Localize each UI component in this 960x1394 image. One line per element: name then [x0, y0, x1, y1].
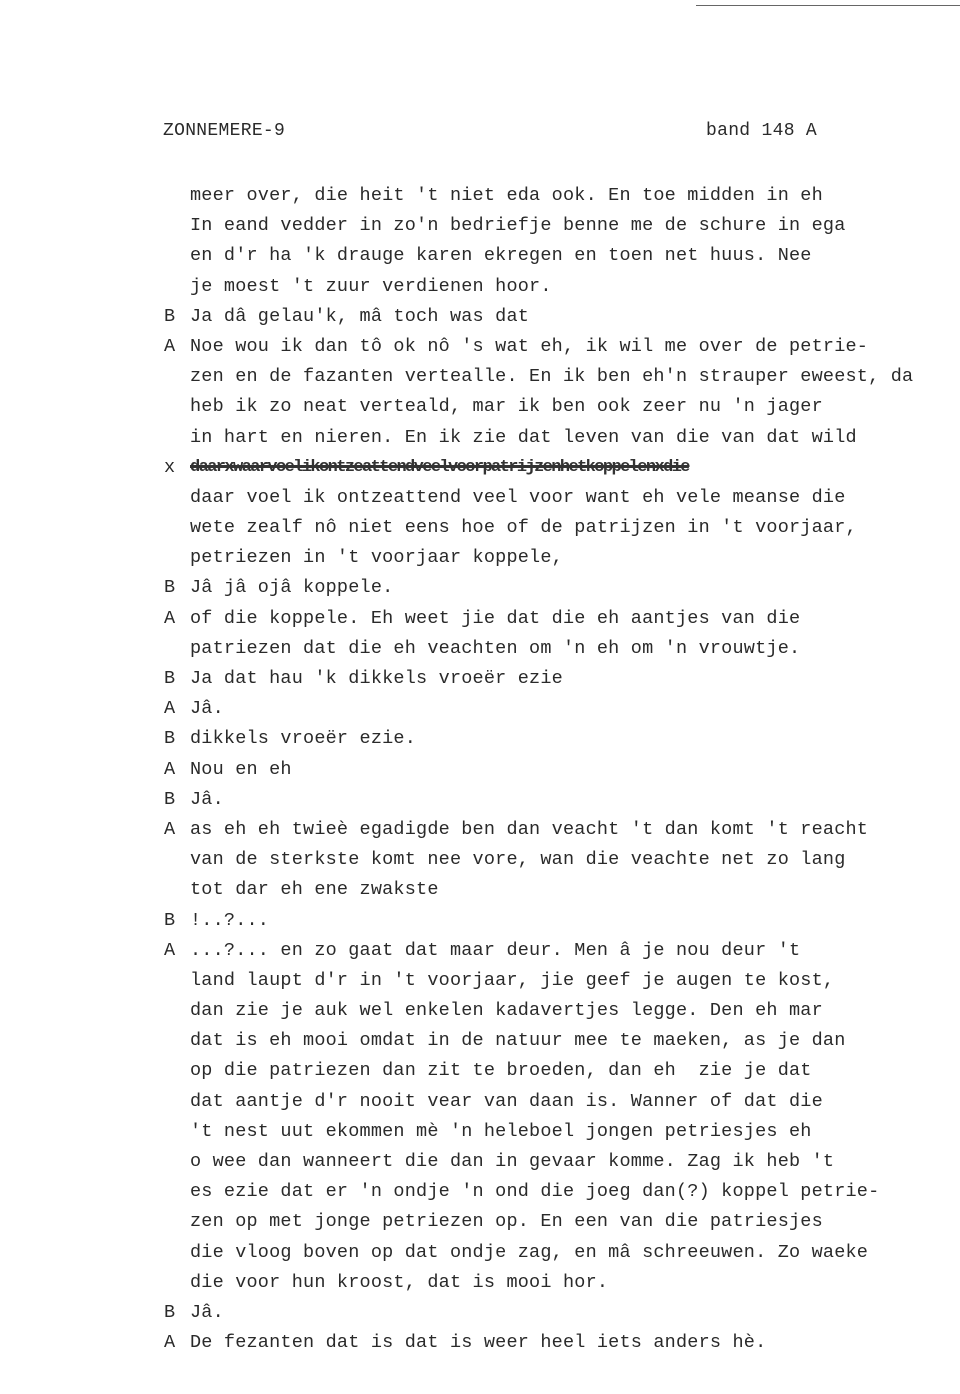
transcript-line: [160, 875, 960, 905]
line-text: in hart en nieren. En ik zie dat leven van die van dat wild: [190, 426, 857, 448]
line-text: daar voel ik ontzeattend veel voor want eh vele meanse die: [190, 486, 846, 508]
line-text: dikkels vroeër ezie.: [190, 728, 417, 750]
line-text: Ja dâ gelau'k, mâ toch was dat: [190, 305, 530, 327]
transcript-line: [160, 1117, 960, 1147]
speaker-label: A: [164, 818, 176, 840]
speaker-label: A: [164, 607, 176, 629]
line-text: zen op met jonge petriezen op. En een van die patriesjes: [190, 1211, 823, 1233]
line-text: 't nest uut ekommen mè 'n heleboel jongen petriesjes eh: [190, 1120, 812, 1142]
transcript-line: [160, 543, 960, 573]
document-title: ZONNEMERE-9: [163, 121, 286, 141]
transcript-line: [160, 936, 960, 966]
speaker-label: B: [164, 305, 176, 327]
line-text: die vloog boven op dat ondje zag, en mâ schreeuwen. Zo waeke: [190, 1241, 869, 1263]
line-text: Ja dat hau 'k dikkels vroeër ezie: [190, 668, 563, 689]
transcript-line: [160, 906, 960, 936]
line-text: Jâ.: [190, 1301, 224, 1323]
transcript-line: [160, 664, 960, 694]
transcript-line: [160, 483, 960, 513]
transcript-line: [160, 634, 960, 664]
transcript-line: [160, 1177, 960, 1207]
transcript-line: [160, 755, 960, 785]
transcript-line: [160, 573, 960, 603]
line-text: Jâ.: [190, 698, 224, 720]
line-text: dat is eh mooi omdat in de natuur mee te maeken, as je dan: [190, 1030, 846, 1052]
line-text: dan zie je auk wel enkelen kadavertjes legge. Den eh mar: [190, 1000, 823, 1022]
line-text: van de sterkste komt nee vore, wan die veachte net zo lang: [190, 849, 846, 871]
transcript-line: [160, 423, 960, 453]
speaker-label: A: [164, 939, 176, 961]
transcript-line: [160, 513, 960, 543]
transcript-line: [160, 211, 960, 241]
tape-reference: band 148 A: [706, 121, 818, 141]
line-text: Jâ jâ ojâ koppele.: [190, 577, 394, 599]
speaker-label: B: [164, 577, 176, 599]
transcript-line: [160, 724, 960, 754]
transcript-line: [160, 845, 960, 875]
transcript-line: [160, 1026, 960, 1056]
speaker-label: A: [164, 698, 176, 720]
speaker-label: B: [164, 788, 176, 810]
transcript-line: [160, 1056, 960, 1086]
line-text: Nou en eh: [190, 758, 292, 780]
speaker-label: B: [164, 728, 176, 750]
transcript-line: [160, 1087, 960, 1117]
transcript-line: [160, 694, 960, 724]
transcript-line: [160, 272, 960, 302]
transcript-line: [160, 785, 960, 815]
line-text: meer over, die heit 't niet eda ook. En toe midden in eh: [190, 185, 823, 206]
line-text: je moest 't zuur verdienen hoor.: [190, 275, 552, 297]
transcript-line: [160, 1298, 960, 1328]
transcript-line: [160, 302, 960, 332]
line-text: o wee dan wanneert die dan in gevaar komme. Zag ik heb 't: [190, 1151, 835, 1172]
line-text: petriezen in 't voorjaar koppele,: [190, 547, 563, 569]
line-text: op die patriezen dan zit te broeden, dan eh zie je dat: [190, 1060, 812, 1082]
line-text: De fezanten dat is dat is weer heel iets anders hè.: [190, 1332, 767, 1354]
speaker-label: A: [164, 1332, 176, 1354]
speaker-label: B: [164, 909, 176, 931]
transcript-line: [160, 1238, 960, 1268]
transcript-line: [160, 362, 960, 392]
speaker-label: A: [164, 335, 176, 357]
line-text: wete zealf nô niet eens hoe of de patrijzen in 't voorjaar,: [190, 517, 857, 539]
line-text: land laupt d'r in 't voorjaar, jie geef je augen te kost,: [190, 969, 835, 991]
line-text: patriezen dat die eh veachten om 'n eh om 'n vrouwtje.: [190, 637, 801, 659]
transcript-line: [160, 1268, 960, 1298]
transcript-line: [160, 392, 960, 422]
top-rule: [696, 5, 960, 6]
speaker-label: B: [164, 1301, 176, 1323]
line-text: ...?... en zo gaat dat maar deur. Men â je nou deur 't: [190, 939, 801, 961]
line-text: tot dar eh ene zwakste: [190, 879, 439, 901]
line-text: es ezie dat er 'n ondje 'n ond die joeg dan(?) koppel petrie-: [190, 1181, 880, 1203]
line-text: Jâ.: [190, 788, 224, 810]
line-text: zen en de fazanten vertealle. En ik ben eh'n strauper eweest, da: [190, 366, 914, 388]
transcript-line: [160, 332, 960, 362]
transcript-line: [160, 241, 960, 271]
line-text: die voor hun kroost, dat is mooi hor.: [190, 1271, 609, 1293]
transcript-line: [160, 1207, 960, 1237]
transcript-line: [160, 181, 960, 211]
transcript-line: [160, 815, 960, 845]
transcript-line: [160, 1147, 960, 1177]
struck-line: [160, 453, 960, 483]
speaker-label: B: [164, 668, 176, 689]
line-text: heb ik zo neat verteald, mar ik ben ook zeer nu 'n jager: [190, 396, 823, 418]
line-text: of die koppele. Eh weet jie dat die eh aantjes van die: [190, 607, 801, 629]
line-text: en d'r ha 'k drauge karen ekregen en toen net huus. Nee: [190, 245, 812, 267]
line-text: Noe wou ik dan tô ok nô 's wat eh, ik wil me over de petrie-: [190, 335, 869, 357]
line-text: !..?...: [190, 909, 270, 931]
transcript-line: [160, 966, 960, 996]
transcript-line: [160, 996, 960, 1026]
line-text: daarxwaarvoelikontzeattendveelvoorpatrijzenhetkoppelenxdie: [190, 457, 689, 477]
transcript-body: [160, 181, 960, 1358]
transcript-line: [160, 604, 960, 634]
speaker-label: x: [164, 456, 176, 478]
transcript-line: [160, 1328, 960, 1358]
line-text: as eh eh twieè egadigde ben dan veacht 't dan komt 't reacht: [190, 818, 869, 840]
speaker-label: A: [164, 758, 176, 780]
line-text: In eand vedder in zo'n bedriefje benne me de schure in ega: [190, 215, 846, 237]
line-text: dat aantje d'r nooit vear van daan is. Wanner of dat die: [190, 1090, 823, 1112]
